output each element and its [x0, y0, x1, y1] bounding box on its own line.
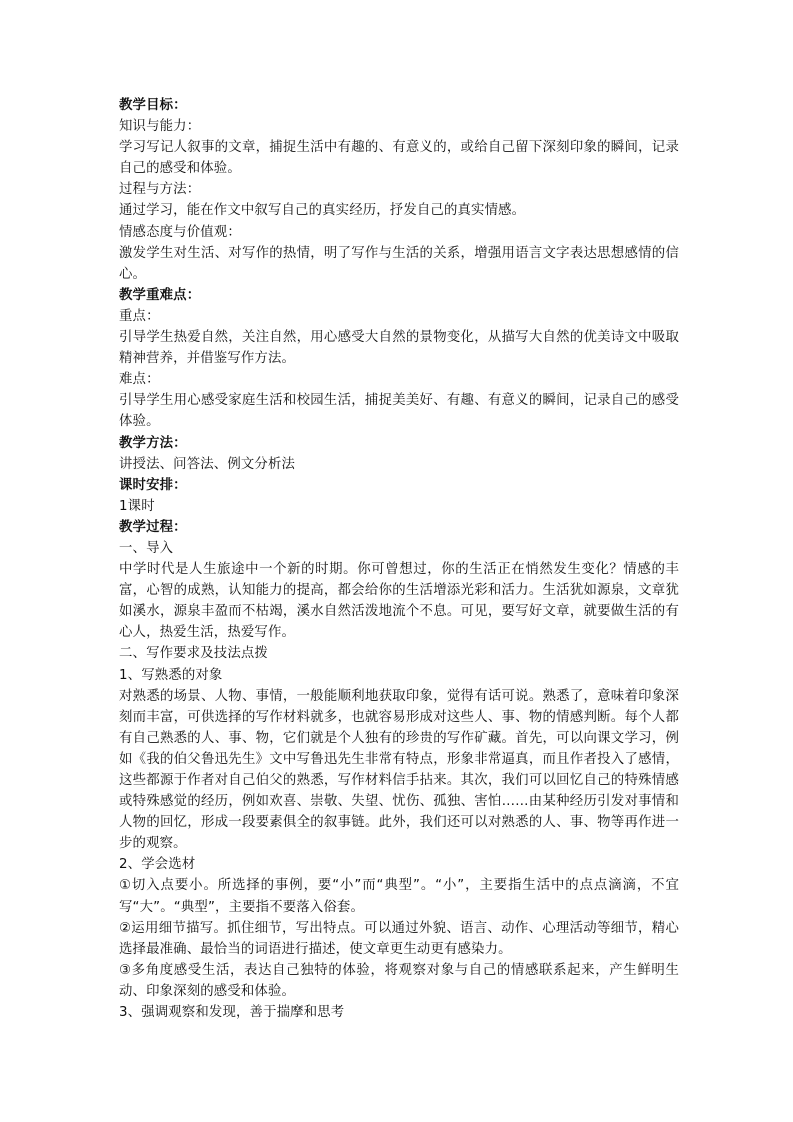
subheading-key-point: 重点：: [119, 308, 160, 324]
heading-key-difficult-points: 教学重难点：: [119, 287, 201, 303]
paragraph-teaching-methods: 讲授法、问答法、例文分析法: [119, 456, 296, 472]
paragraph-process-method: 通过学习，能在作文中叙写自己的真实经历，抒发自己的真实情感。: [119, 203, 526, 219]
section-writing-requirements: 二、写作要求及技法点拨: [119, 646, 268, 662]
heading-teaching-process: 教学过程：: [119, 519, 187, 535]
paragraph-class-schedule: 1课时: [119, 498, 155, 514]
section-introduction: 一、导入: [119, 540, 174, 556]
heading-class-schedule: 课时安排：: [119, 477, 187, 493]
item-observation-discovery: 3、强调观察和发现，善于揣摩和思考: [119, 1005, 345, 1021]
paragraph-introduction: 中学时代是人生旅途中一个新的时期。你可曾想过，你的生活正在悄然发生变化？情感的丰富，心智的成熟，认知能力的提高，都会给你的生活增添光彩和活力。生活犹如源泉，文章犹如溪水，源泉丰盈而不枯竭，溪水自然活泼地流个不息。可见，要写好文章，就要做生活的有心人，热爱生活，热爱写作。: [119, 562, 679, 641]
document-body: [119, 95, 679, 1023]
subheading-process-method: 过程与方法：: [119, 182, 201, 198]
heading-teaching-methods: 教学方法：: [119, 435, 187, 451]
paragraph-familiar-objects: 对熟悉的场景、人物、事情，一般能顺利地获取印象，觉得有话可说。熟悉了，意味着印象深刻而丰富，可供选择的写作材料就多，也就容易形成对这些人、事、物的情感判断。每个人都有自己熟悉的人、事、物，它们就是个人独有的珍贵的写作矿藏。首先，可以向课文学习，例如《我的伯父鲁迅先生》文中写鲁迅先生非常有特点，形象非常逼真，而且作者投入了感情，这些都源于作者对自己伯父的熟悉，写作材料信手拈来。其次，我们可以回忆自己的特殊情感或特殊感觉的经历，例如欢喜、崇敬、失望、忧伤、孤独、害怕……由某种经历引发对事情和人物的回忆，形成一段要素俱全的叙事链。此外，我们还可以对熟悉的人、事、物等再作进一步的观察。: [119, 688, 679, 852]
paragraph-knowledge-ability: 学习写记人叙事的文章，捕捉生活中有趣的、有意义的，或给自己留下深刻印象的瞬间，记录自己的感受和体验。: [119, 140, 679, 177]
paragraph-difficult-point: 引导学生用心感受家庭生活和校园生活，捕捉美美好、有趣、有意义的瞬间，记录自己的感受体验。: [119, 393, 679, 430]
paragraph-emotion-values: 激发学生对生活、对写作的热情，明了写作与生活的关系，增强用语言文字表达思想感情的信心。: [119, 245, 679, 282]
subheading-emotion-values: 情感态度与价值观：: [119, 224, 241, 240]
paragraph-multi-angle: ③多角度感受生活，表达自己独特的体验，将观察对象与自己的情感联系起来，产生鲜明生动、印象深刻的感受和体验。: [119, 962, 679, 999]
subheading-knowledge-ability: 知识与能力：: [119, 119, 201, 135]
item-selecting-material: 2、学会选材: [119, 857, 196, 873]
item-familiar-objects: 1、写熟悉的对象: [119, 667, 223, 683]
subheading-difficult-point: 难点：: [119, 372, 160, 388]
heading-teaching-goals: 教学目标：: [119, 98, 187, 113]
paragraph-detail-description: ②运用细节描写。抓住细节，写出特点。可以通过外貌、语言、动作、心理活动等细节，精心选择最准确、最恰当的词语进行描述，使文章更生动更有感染力。: [119, 920, 679, 957]
paragraph-small-entry-point: ①切入点要小。所选择的事例，要“小”而“典型”。“小”，主要指生活中的点点滴滴，不宜写“大”。“典型”，主要指不要落入俗套。: [119, 878, 679, 915]
paragraph-key-point: 引导学生热爱自然，关注自然，用心感受大自然的景物变化，从描写大自然的优美诗文中吸取精神营养，并借鉴写作方法。: [119, 330, 679, 367]
